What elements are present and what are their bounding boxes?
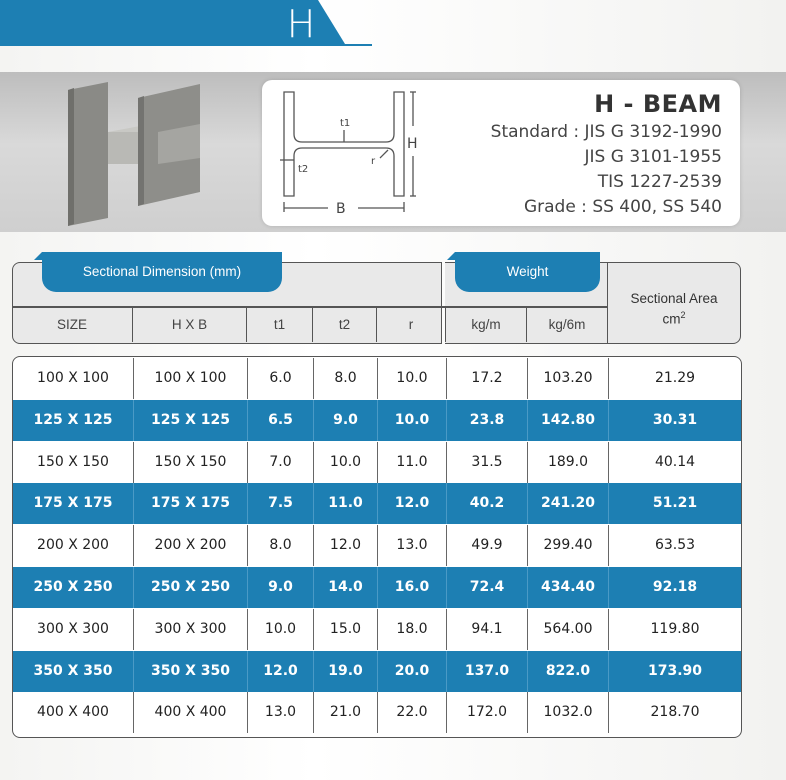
cell-area: 30.31 (608, 400, 741, 441)
table-row (13, 483, 741, 524)
grade-line: Grade : SS 400, SS 540 (523, 197, 722, 217)
col-header-hxb: H X B (132, 307, 246, 342)
cell-kg-m: 23.8 (446, 400, 527, 441)
table-row (13, 567, 741, 608)
product-title: H - BEAM (594, 90, 722, 118)
cell-kg-m: 172.0 (446, 692, 527, 733)
cell-t1: 7.5 (247, 483, 313, 524)
cell-t1: 9.0 (247, 567, 313, 608)
cell-kg-m: 94.1 (446, 609, 527, 650)
cell-kg-6m: 564.00 (527, 609, 608, 650)
cell-r: 22.0 (377, 692, 446, 733)
cell-hxb: 350 X 350 (133, 651, 247, 692)
cell-t2: 14.0 (313, 567, 377, 608)
weight-label: Weight (455, 252, 600, 292)
cell-r: 10.0 (377, 358, 446, 399)
cell-kg-6m: 822.0 (527, 651, 608, 692)
sectional-dimension-label: Sectional Dimension (mm) (42, 252, 282, 292)
section-letter: H (286, 2, 316, 46)
cell-kg-m: 17.2 (446, 358, 527, 399)
cell-kg-6m: 142.80 (527, 400, 608, 441)
cell-t1: 8.0 (247, 525, 313, 566)
standard-line-2: JIS G 3101-1955 (584, 147, 722, 167)
cell-kg-6m: 103.20 (527, 358, 608, 399)
cell-kg-6m: 241.20 (527, 483, 608, 524)
cell-t2: 11.0 (313, 483, 377, 524)
cell-t1: 6.5 (247, 400, 313, 441)
cell-kg-m: 137.0 (446, 651, 527, 692)
sectional-area-unit: $cm^2$ (662, 310, 686, 327)
cell-size: 300 X 300 (37, 620, 109, 637)
cell-t2: 8.0 (313, 358, 377, 399)
cell-size: 350 X 350 (33, 662, 113, 679)
cell-t2: 21.0 (313, 692, 377, 733)
cell-r: 12.0 (377, 483, 446, 524)
cell-area: 92.18 (608, 567, 741, 608)
diagram-t2-label: t2 (298, 164, 309, 175)
cell-r: 10.0 (377, 400, 446, 441)
cell-t1: 6.0 (247, 358, 313, 399)
diagram-t1-label: t1 (340, 118, 351, 129)
cell-r: 16.0 (377, 567, 446, 608)
col-header-kg-6m: kg/6m (526, 307, 607, 342)
cell-size: 125 X 125 (33, 411, 113, 428)
cell-kg-m: 49.9 (446, 525, 527, 566)
cell-area: 21.29 (608, 358, 741, 399)
col-header-kg-m: kg/m (445, 307, 526, 342)
cell-t2: 15.0 (313, 609, 377, 650)
col-header-r: r (376, 307, 445, 342)
cell-t1: 13.0 (247, 692, 313, 733)
cell-size: 400 X 400 (37, 704, 109, 721)
cell-t2: 12.0 (313, 525, 377, 566)
cell-r: 13.0 (377, 525, 446, 566)
cell-area: 218.70 (608, 692, 741, 733)
standard-line-1: Standard : JIS G 3192-1990 (490, 122, 722, 142)
cell-area: 63.53 (608, 525, 741, 566)
cell-t2: 19.0 (313, 651, 377, 692)
cell-r: 18.0 (377, 609, 446, 650)
cell-kg-m: 40.2 (446, 483, 527, 524)
cell-t1: 7.0 (247, 442, 313, 483)
cell-t2: 9.0 (313, 400, 377, 441)
cell-area: 51.21 (608, 483, 741, 524)
cell-r: 20.0 (377, 651, 446, 692)
table-row (13, 400, 741, 441)
sectional-area-title: Sectional Area (630, 291, 718, 306)
cell-size: 100 X 100 (37, 370, 109, 386)
diagram-h-label: H (407, 136, 418, 152)
diagram-r-label: r (371, 156, 376, 167)
cell-kg-6m: 434.40 (527, 567, 608, 608)
table-row (13, 442, 741, 483)
cell-hxb: 200 X 200 (133, 525, 247, 566)
col-header-t2: t2 (312, 307, 376, 342)
h-beam-diagram (270, 86, 420, 220)
cell-hxb: 100 X 100 (133, 358, 247, 399)
table-row (13, 358, 741, 399)
cell-r: 11.0 (377, 442, 446, 483)
cell-kg-6m: 299.40 (527, 525, 608, 566)
standard-line-3: TIS 1227-2539 (597, 172, 722, 192)
table-row (13, 651, 741, 692)
cell-area: 173.90 (608, 651, 741, 692)
cell-t1: 10.0 (247, 609, 313, 650)
cell-hxb: 300 X 300 (133, 609, 247, 650)
cell-t2: 10.0 (313, 442, 377, 483)
col-header-size: SIZE (56, 317, 87, 332)
table-row (13, 525, 741, 566)
diagram-b-label: B (336, 201, 346, 217)
cell-hxb: 175 X 175 (133, 483, 247, 524)
cell-size: 250 X 250 (33, 579, 113, 595)
cell-hxb: 125 X 125 (133, 400, 247, 441)
cell-size: 200 X 200 (37, 537, 109, 554)
cell-kg-6m: 189.0 (527, 442, 608, 483)
cell-area: 119.80 (608, 609, 741, 650)
h-beam-image (60, 80, 220, 230)
cell-hxb: 150 X 150 (133, 442, 247, 483)
cell-size: 175 X 175 (33, 495, 113, 512)
spec-card (262, 80, 740, 226)
cell-size: 150 X 150 (37, 453, 109, 470)
table-row (13, 692, 741, 733)
cell-hxb: 400 X 400 (133, 692, 247, 733)
table-row (13, 609, 741, 650)
cell-area: 40.14 (608, 442, 741, 483)
cell-t1: 12.0 (247, 651, 313, 692)
sectional-area-label (607, 290, 741, 328)
cell-kg-m: 31.5 (446, 442, 527, 483)
cell-kg-m: 72.4 (446, 567, 527, 608)
cell-hxb: 250 X 250 (133, 567, 247, 608)
col-header-t1: t1 (246, 307, 312, 342)
h-beam-table (12, 356, 742, 738)
cell-kg-6m: 1032.0 (527, 692, 608, 733)
